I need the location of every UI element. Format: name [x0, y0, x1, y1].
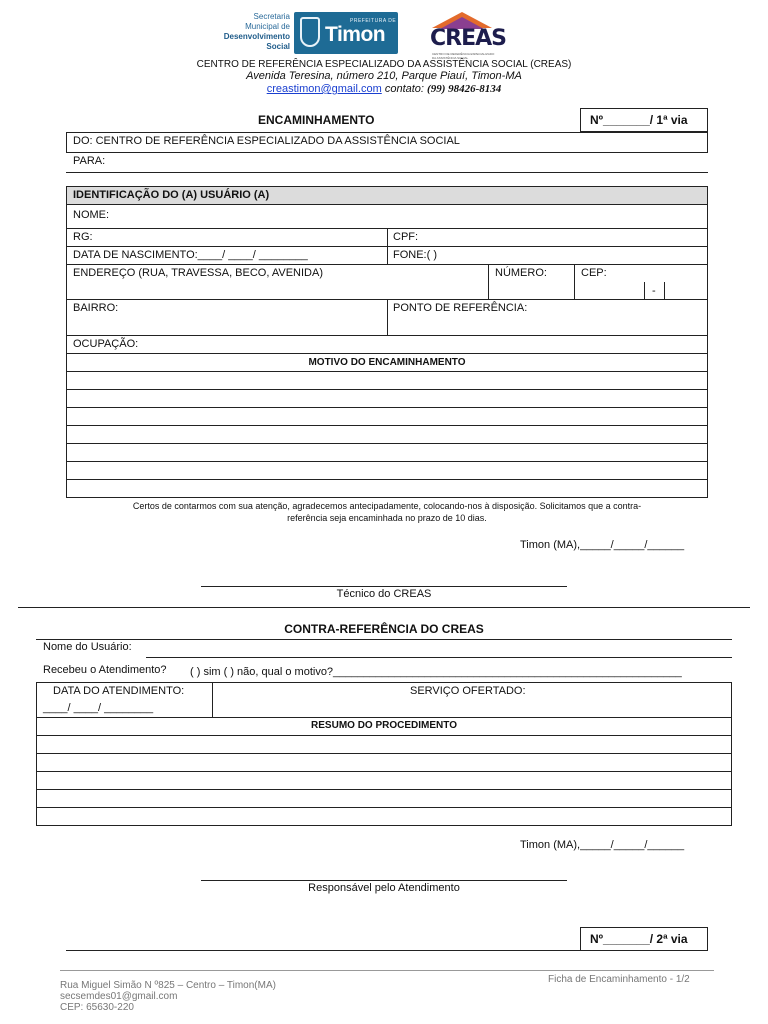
table-rule — [66, 264, 708, 265]
recebeu-label: Recebeu o Atendimento? — [43, 664, 167, 676]
contact-line — [0, 83, 768, 95]
motivo-title: MOTIVO DO ENCAMINHAMENTO — [308, 357, 466, 368]
motivo-line — [66, 407, 708, 408]
data-atendimento-label[interactable]: DATA DO ATENDIMENTO: — [53, 685, 185, 697]
ocupacao-label[interactable]: OCUPAÇÃO: — [73, 338, 139, 350]
org-address: Avenida Teresina, número 210, Parque Piauí, Timon-MA — [246, 70, 522, 82]
col-divider — [212, 682, 213, 717]
timon-label: Timon — [325, 23, 386, 46]
contact-phone: (99) 98426-8134 — [427, 83, 502, 95]
secretaria-line: Secretaria — [253, 12, 290, 21]
motivo-line — [66, 425, 708, 426]
do-label: DO: CENTRO DE REFERÊNCIA ESPECIALIZADO DA ASSISTÊNCIA SOCIAL — [73, 135, 460, 147]
table-rule — [66, 204, 708, 205]
motivo-line — [66, 443, 708, 444]
motivo-line — [66, 461, 708, 462]
col-divider — [387, 299, 388, 335]
creas-logo-subtitle: CENTRO DE REFERÊNCIA ESPECIALIZADO DA ASSISTÊNCIA SOCIAL — [432, 52, 495, 60]
table-rule — [66, 353, 708, 354]
col-divider — [488, 264, 489, 299]
footer-rule — [60, 970, 714, 971]
recebeu-options[interactable]: ( ) sim ( ) não, qual o motivo?_________________________________________________________ — [190, 666, 682, 678]
cep-divider — [664, 282, 665, 299]
note-line-1: Certos de contarmos com sua atenção, agradecemos antecipadamente, colocando-nos à disposição. Solicitamos que a contra- — [132, 501, 642, 511]
footer-cep: CEP: 65630-220 — [60, 1002, 134, 1013]
resumo-line — [36, 771, 732, 772]
secretaria-logo — [218, 12, 290, 52]
resumo-title: RESUMO DO PROCEDIMENTO — [311, 720, 457, 731]
endereco-label[interactable]: ENDEREÇO (RUA, TRAVESSA, BECO, AVENIDA) — [73, 267, 323, 279]
cep-dash: - — [652, 285, 656, 297]
col-divider — [574, 264, 575, 299]
date-line-2[interactable]: Timon (MA),_____/_____/______ — [520, 839, 685, 851]
motivo-line — [66, 479, 708, 480]
encaminhamento-title: ENCAMINHAMENTO — [258, 113, 375, 127]
numero-1via: Nº_______/ 1ª via — [590, 113, 688, 127]
responsavel-signature-label: Responsável pelo Atendimento — [308, 882, 460, 894]
table-rule — [36, 717, 732, 718]
contra-rule — [36, 639, 732, 640]
para-label[interactable]: PARA: — [73, 155, 106, 167]
creas-logo-text: CREAS — [430, 26, 506, 51]
numero-label[interactable]: NÚMERO: — [495, 267, 547, 279]
via2-underline — [66, 950, 580, 951]
ident-title: IDENTIFICAÇÃO DO (A) USUÁRIO (A) — [73, 189, 270, 201]
nome-label[interactable]: NOME: — [73, 209, 110, 221]
footer-address: Rua Miguel Simão N º825 – Centro – Timon(MA) — [60, 980, 276, 991]
motivo-line — [66, 371, 708, 372]
contra-title: CONTRA-REFERÊNCIA DO CREAS — [284, 622, 484, 636]
tecnico-signature-label: Técnico do CREAS — [336, 588, 432, 600]
note-line-2: referência seja encaminhada no prazo de 10 dias. — [287, 513, 487, 523]
footer-page-label: Ficha de Encaminhamento - 1/2 — [548, 974, 690, 985]
resumo-line — [36, 789, 732, 790]
resumo-line — [36, 735, 732, 736]
secretaria-line: Social — [266, 42, 290, 51]
prefeitura-label: PREFEITURA DE — [350, 18, 397, 24]
prefeitura-timon-logo — [294, 12, 398, 54]
cep-divider — [644, 282, 645, 299]
table-rule — [66, 335, 708, 336]
secretaria-line: Municipal de — [245, 22, 290, 31]
motivo-line — [66, 389, 708, 390]
footer-email: secsemdes01@gmail.com — [60, 991, 178, 1002]
date-line-1[interactable]: Timon (MA),_____/_____/______ — [520, 539, 685, 551]
servico-label[interactable]: SERVIÇO OFERTADO: — [410, 685, 526, 697]
email-link[interactable]: creastimon@gmail.com — [266, 83, 382, 95]
city-emblem-icon — [300, 17, 320, 47]
rg-label[interactable]: RG: — [73, 231, 93, 243]
col-divider — [387, 228, 388, 264]
creas-logo — [428, 12, 506, 60]
secretaria-line: Desenvolvimento — [223, 32, 290, 41]
data-atendimento-blank[interactable]: ____/ ____/ ________ — [43, 702, 154, 714]
resumo-line — [36, 807, 732, 808]
nome-usuario-label[interactable]: Nome do Usuário: — [43, 641, 132, 653]
signature-line — [201, 586, 567, 587]
signature-line — [201, 880, 567, 881]
cpf-label[interactable]: CPF: — [393, 231, 419, 243]
nome-usuario-underline — [146, 657, 732, 658]
resumo-line — [36, 753, 732, 754]
cut-line — [18, 607, 750, 608]
bairro-label[interactable]: BAIRRO: — [73, 302, 119, 314]
nascimento-label[interactable]: DATA DE NASCIMENTO:____/ ____/ ________ — [73, 249, 308, 261]
fone-label[interactable]: FONE:( ) — [393, 249, 437, 261]
cep-label[interactable]: CEP: — [581, 267, 607, 279]
para-underline — [66, 172, 708, 173]
org-name: CENTRO DE REFERÊNCIA ESPECIALIZADO DA ASSISTÊNCIA SOCIAL (CREAS) — [196, 59, 572, 70]
ponto-ref-label[interactable]: PONTO DE REFERÊNCIA: — [393, 302, 528, 314]
numero-2via: Nº_______/ 2ª via — [590, 932, 688, 946]
contact-label: contato: — [381, 83, 428, 95]
